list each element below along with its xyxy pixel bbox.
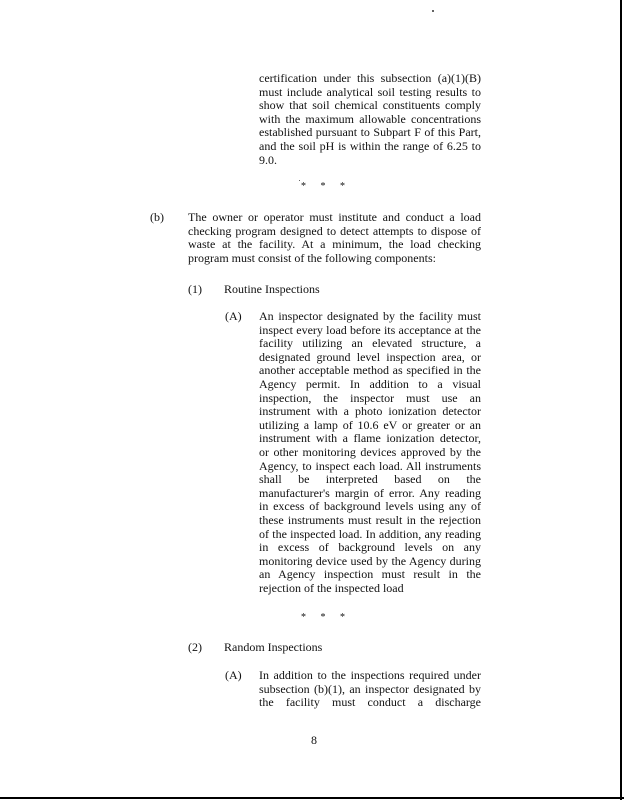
section-b-text: The owner or operator must institute and conduct a load checking program designed to detect attempts to dispose of waste at the facility. At a minimum, the load checking program must consist of the following components: bbox=[188, 210, 481, 265]
intro-paragraph: certification under this subsection (a)(1)(B) must include analytical soil testing results to show that soil chemical constituents comply with the maximum allowable concentrations established pursuant to Subpart F of this Part, and the soil pH is within the range of 6.25 to 9.0. bbox=[259, 71, 481, 167]
omission-marker: * * * bbox=[301, 612, 351, 623]
item-2-heading: Random Inspections bbox=[224, 640, 323, 654]
scan-edge-right bbox=[620, 0, 622, 800]
item-2-a-label: (A) bbox=[225, 668, 242, 682]
omission-marker: * * * bbox=[301, 181, 351, 192]
item-2-label: (2) bbox=[188, 640, 202, 654]
item-1-a-label: (A) bbox=[225, 309, 242, 323]
item-1-heading: Routine Inspections bbox=[224, 282, 320, 296]
scan-speck bbox=[299, 180, 300, 181]
item-1-label: (1) bbox=[188, 282, 202, 296]
item-1-a-text: An inspector designated by the facility must inspect every load before its acceptance at the facility utilizing an elevated structure, a designated ground level inspection area, or another acceptable method as specified in the Agency permit. In addition to a visual inspection, the inspector must use an instrument with a photo ionization detector utilizing a lamp of 10.6 eV or greater or an instrument with a flame ionization detector, or other monitoring devices approved by the Agency, to inspect each load. All instruments shall be interpreted based on the manufacturer's margin of error. Any reading in excess of background levels using any of these instruments must result in the rejection of the inspected load. In addition, any reading in excess of background levels on any monitoring device used by the Agency during an Agency inspection must result in the rejection of the inspected load bbox=[259, 309, 481, 595]
scan-speck bbox=[432, 10, 434, 12]
section-b-label: (b) bbox=[150, 210, 164, 224]
scan-edge-bottom bbox=[0, 797, 624, 799]
page-number: 8 bbox=[311, 733, 317, 747]
item-2-a-text: In addition to the inspections required under subsection (b)(1), an inspector designated by the facility must conduct a discharge bbox=[259, 668, 481, 710]
